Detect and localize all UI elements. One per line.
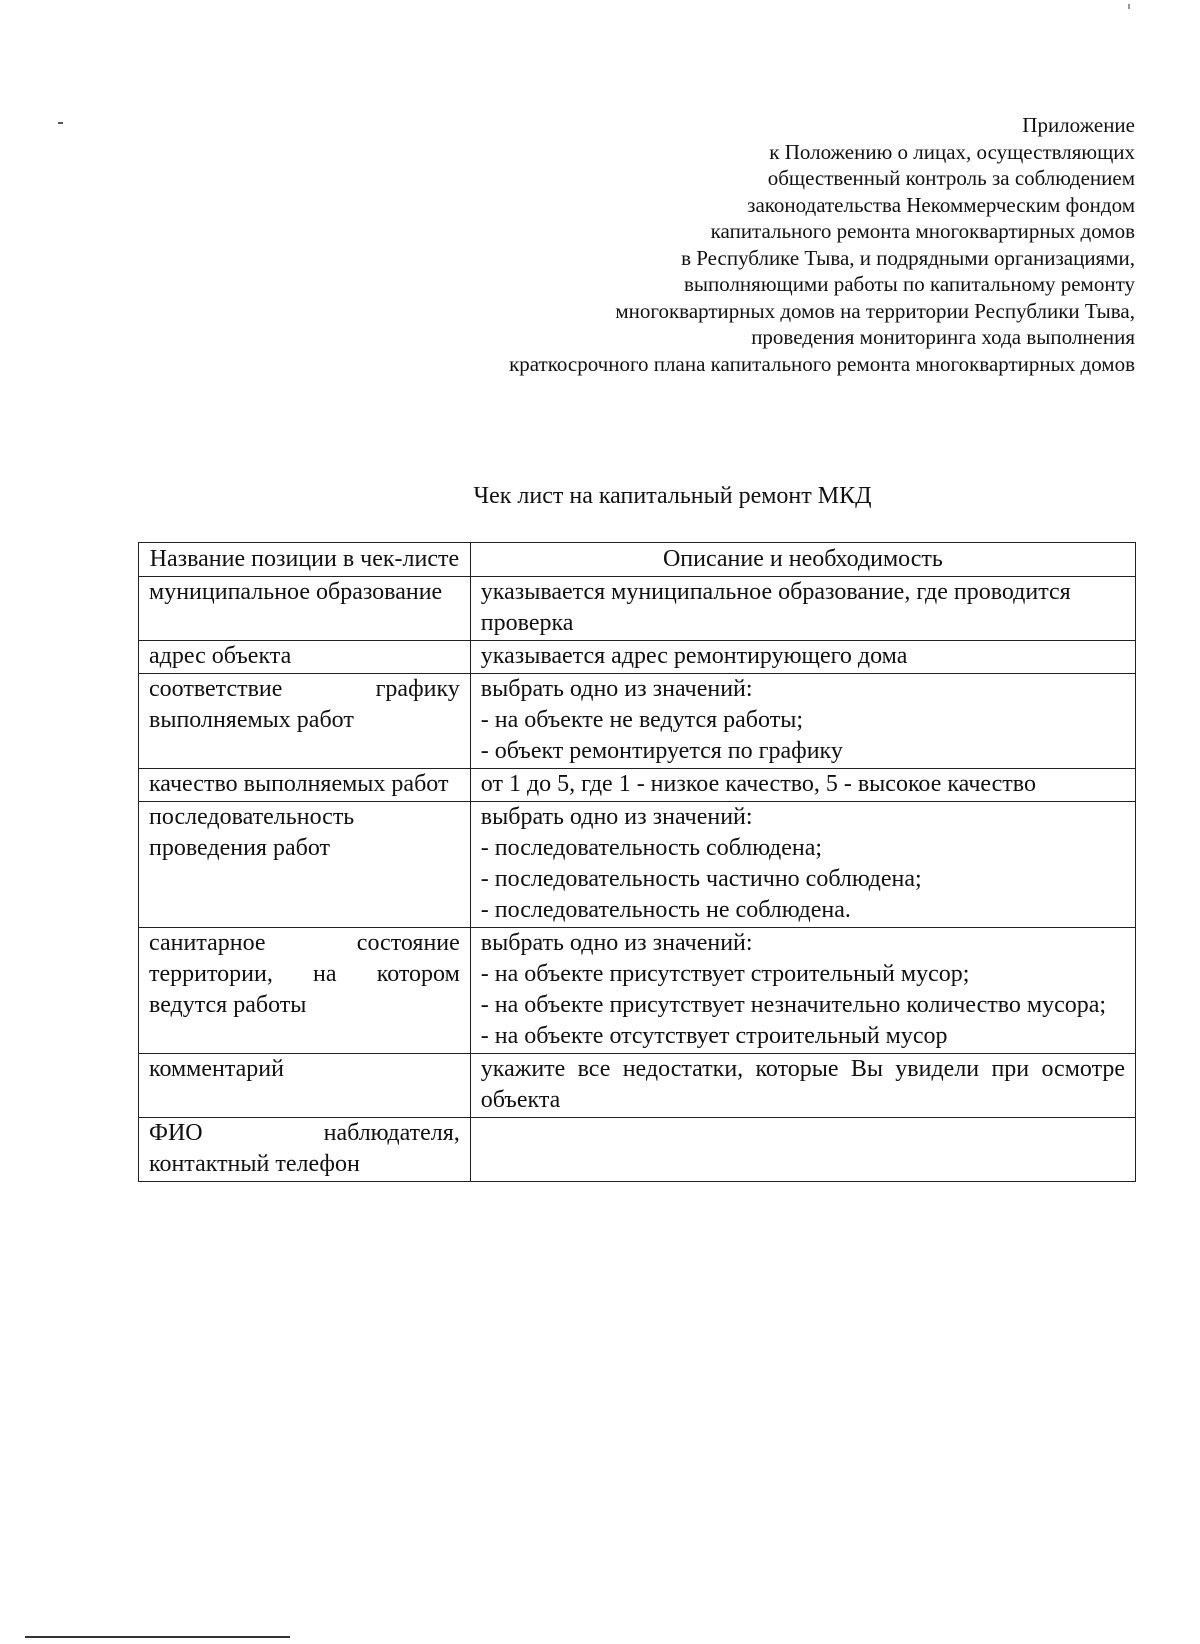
table-row	[139, 802, 1136, 928]
description-line: - последовательность не соблюдена.	[480, 897, 851, 923]
row-name: муниципальное образование	[139, 577, 471, 641]
row-name: соответствие графику выполняемых работ	[139, 674, 471, 769]
row-name: ФИО наблюдателя, контактный телефон	[139, 1118, 471, 1182]
appendix-line: законодательства Некоммерческим фондом	[747, 192, 1135, 217]
description-text: укажите все недостатки, которые Вы увидели при осмотре объекта	[480, 1056, 1125, 1113]
appendix-line: краткосрочного плана капитального ремонта многоквартирных домов	[509, 351, 1135, 376]
description-line: - на объекте присутствует строительный мусор;	[480, 961, 970, 987]
description-line: выбрать одно из значений:	[480, 676, 753, 702]
appendix-line: капитального ремонта многоквартирных домов	[710, 219, 1135, 243]
row-description	[470, 674, 1135, 769]
appendix-line: Приложение	[1022, 113, 1135, 137]
table-row	[139, 769, 1136, 802]
row-description	[470, 928, 1135, 1054]
row-description	[470, 769, 1135, 802]
appendix-line: общественный контроль за соблюдением	[767, 166, 1135, 190]
row-description	[470, 641, 1135, 674]
description-line: - на объекте присутствует незначительно количество мусора;	[480, 992, 1107, 1018]
table-row	[139, 1118, 1136, 1182]
table-row	[139, 928, 1136, 1054]
row-description	[470, 1054, 1135, 1118]
checklist-table	[138, 542, 1136, 1182]
description-line: - объект ремонтируется по графику	[480, 738, 843, 764]
description-line: - последовательность частично соблюдена;	[480, 866, 922, 892]
page-title: Чек лист на капитальный ремонт МКД	[473, 483, 872, 509]
description-line: - последовательность соблюдена;	[480, 835, 823, 861]
description-text: указывается адрес ремонтирующего дома	[480, 643, 908, 669]
appendix-line: в Республике Тыва, и подрядными организациями,	[681, 245, 1135, 270]
description-line: - на объекте не ведутся работы;	[480, 707, 803, 733]
row-name: последовательность проведения работ	[139, 802, 471, 928]
row-name: качество выполняемых работ	[139, 769, 471, 802]
scan-artifact	[1128, 4, 1130, 9]
scan-artifact	[58, 122, 63, 124]
appendix-line: к Положению о лицах, осуществляющих	[769, 139, 1135, 164]
appendix-header	[375, 112, 1135, 377]
table-row	[139, 674, 1136, 769]
appendix-line: многоквартирных домов на территории Республики Тыва,	[615, 298, 1135, 323]
table-row	[139, 641, 1136, 674]
description-line: выбрать одно из значений:	[480, 930, 753, 956]
row-description	[470, 577, 1135, 641]
description-text: от 1 до 5, где 1 - низкое качество, 5 - высокое качество	[480, 771, 1036, 797]
footer-divider	[25, 1636, 290, 1638]
row-name: санитарное состояние территории, на котором ведутся работы	[139, 928, 471, 1054]
column-header-description: Описание и необходимость	[470, 543, 1135, 577]
row-description-empty	[470, 1118, 1135, 1182]
description-line: выбрать одно из значений:	[480, 804, 753, 830]
description-line: - на объекте отсутствует строительный мусор	[480, 1023, 948, 1049]
row-description	[470, 802, 1135, 928]
row-name: адрес объекта	[139, 641, 471, 674]
table-header-row	[139, 543, 1136, 577]
table-row	[139, 1054, 1136, 1118]
column-header-name: Название позиции в чек-листе	[139, 543, 471, 577]
table-row	[139, 577, 1136, 641]
appendix-line: проведения мониторинга хода выполнения	[751, 325, 1135, 349]
appendix-line: выполняющими работы по капитальному ремонту	[683, 272, 1135, 296]
row-name: комментарий	[139, 1054, 471, 1118]
description-text: указывается муниципальное образование, где проводится проверка	[480, 579, 1071, 636]
